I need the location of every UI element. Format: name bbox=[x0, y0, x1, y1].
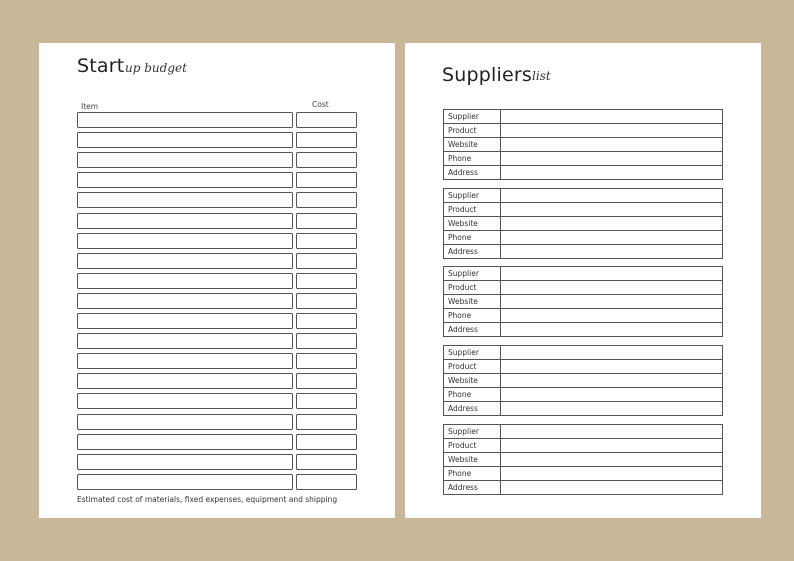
supplier-field-label: Website bbox=[444, 217, 501, 231]
item-field[interactable] bbox=[77, 213, 293, 229]
supplier-field-label: Phone bbox=[444, 388, 501, 402]
item-field[interactable] bbox=[77, 373, 293, 389]
supplier-field-label: Website bbox=[444, 453, 501, 467]
supplier-table bbox=[443, 188, 723, 259]
budget-row bbox=[77, 434, 357, 450]
supplier-field-row bbox=[444, 360, 723, 374]
cost-field[interactable] bbox=[296, 414, 357, 430]
cost-field[interactable] bbox=[296, 454, 357, 470]
supplier-field-row bbox=[444, 323, 723, 337]
cost-field[interactable] bbox=[296, 293, 357, 309]
supplier-field-value[interactable] bbox=[501, 245, 723, 259]
supplier-field-value[interactable] bbox=[501, 295, 723, 309]
supplier-field-value[interactable] bbox=[501, 124, 723, 138]
supplier-field-row bbox=[444, 267, 723, 281]
budget-row bbox=[77, 273, 357, 289]
item-field[interactable] bbox=[77, 313, 293, 329]
supplier-field-label: Website bbox=[444, 295, 501, 309]
suppliers-title: Suppliers bbox=[442, 64, 532, 86]
supplier-field-label: Supplier bbox=[444, 346, 501, 360]
supplier-field-label: Website bbox=[444, 374, 501, 388]
item-field[interactable] bbox=[77, 333, 293, 349]
supplier-field-value[interactable] bbox=[501, 166, 723, 180]
supplier-field-label: Supplier bbox=[444, 189, 501, 203]
item-field[interactable] bbox=[77, 293, 293, 309]
supplier-field-label: Address bbox=[444, 402, 501, 416]
budget-row bbox=[77, 172, 357, 188]
supplier-field-label: Address bbox=[444, 323, 501, 337]
supplier-field-value[interactable] bbox=[501, 203, 723, 217]
supplier-field-label: Phone bbox=[444, 152, 501, 166]
supplier-field-value[interactable] bbox=[501, 467, 723, 481]
cost-field[interactable] bbox=[296, 353, 357, 369]
supplier-block bbox=[443, 109, 723, 180]
item-field[interactable] bbox=[77, 132, 293, 148]
supplier-field-row bbox=[444, 231, 723, 245]
supplier-field-value[interactable] bbox=[501, 267, 723, 281]
supplier-field-label: Address bbox=[444, 245, 501, 259]
supplier-field-label: Phone bbox=[444, 309, 501, 323]
supplier-field-value[interactable] bbox=[501, 309, 723, 323]
supplier-field-row bbox=[444, 203, 723, 217]
budget-row bbox=[77, 213, 357, 229]
supplier-field-value[interactable] bbox=[501, 346, 723, 360]
supplier-field-row bbox=[444, 166, 723, 180]
budget-row bbox=[77, 132, 357, 148]
supplier-field-label: Phone bbox=[444, 231, 501, 245]
supplier-field-row bbox=[444, 189, 723, 203]
supplier-field-value[interactable] bbox=[501, 374, 723, 388]
supplier-field-label: Product bbox=[444, 203, 501, 217]
supplier-field-row bbox=[444, 152, 723, 166]
cost-field[interactable] bbox=[296, 192, 357, 208]
supplier-field-value[interactable] bbox=[501, 360, 723, 374]
item-column-header: Item bbox=[81, 102, 99, 111]
budget-page bbox=[39, 43, 395, 518]
supplier-field-row bbox=[444, 481, 723, 495]
item-field[interactable] bbox=[77, 474, 293, 490]
supplier-field-value[interactable] bbox=[501, 388, 723, 402]
budget-row bbox=[77, 112, 357, 128]
supplier-field-row bbox=[444, 425, 723, 439]
item-field[interactable] bbox=[77, 152, 293, 168]
item-field[interactable] bbox=[77, 253, 293, 269]
supplier-field-value[interactable] bbox=[501, 453, 723, 467]
cost-field[interactable] bbox=[296, 474, 357, 490]
budget-row bbox=[77, 393, 357, 409]
supplier-field-label: Product bbox=[444, 281, 501, 295]
item-field[interactable] bbox=[77, 192, 293, 208]
budget-footnote: Estimated cost of materials, fixed expenses, equipment and shipping bbox=[77, 495, 338, 504]
cost-field[interactable] bbox=[296, 313, 357, 329]
supplier-field-value[interactable] bbox=[501, 217, 723, 231]
budget-row bbox=[77, 293, 357, 309]
cost-field[interactable] bbox=[296, 132, 357, 148]
supplier-field-row bbox=[444, 110, 723, 124]
cost-field[interactable] bbox=[296, 213, 357, 229]
supplier-field-value[interactable] bbox=[501, 402, 723, 416]
supplier-table bbox=[443, 109, 723, 180]
budget-row bbox=[77, 253, 357, 269]
budget-row bbox=[77, 233, 357, 249]
suppliers-page bbox=[405, 43, 761, 518]
cost-field[interactable] bbox=[296, 393, 357, 409]
item-field[interactable] bbox=[77, 233, 293, 249]
suppliers-title-script: list bbox=[532, 69, 551, 83]
budget-row bbox=[77, 313, 357, 329]
supplier-field-label: Website bbox=[444, 138, 501, 152]
budget-row bbox=[77, 333, 357, 349]
supplier-field-row bbox=[444, 217, 723, 231]
supplier-field-value[interactable] bbox=[501, 281, 723, 295]
budget-row bbox=[77, 353, 357, 369]
budget-row bbox=[77, 414, 357, 430]
supplier-table bbox=[443, 266, 723, 337]
cost-field[interactable] bbox=[296, 233, 357, 249]
budget-row bbox=[77, 454, 357, 470]
supplier-field-row bbox=[444, 402, 723, 416]
cost-field[interactable] bbox=[296, 273, 357, 289]
supplier-field-row bbox=[444, 245, 723, 259]
supplier-block bbox=[443, 188, 723, 259]
supplier-field-row bbox=[444, 374, 723, 388]
supplier-field-label: Product bbox=[444, 439, 501, 453]
item-field[interactable] bbox=[77, 454, 293, 470]
supplier-field-label: Supplier bbox=[444, 425, 501, 439]
supplier-table bbox=[443, 345, 723, 416]
cost-field[interactable] bbox=[296, 253, 357, 269]
supplier-field-value[interactable] bbox=[501, 110, 723, 124]
supplier-field-label: Supplier bbox=[444, 110, 501, 124]
supplier-field-row bbox=[444, 453, 723, 467]
supplier-field-value[interactable] bbox=[501, 152, 723, 166]
cost-field[interactable] bbox=[296, 333, 357, 349]
budget-row bbox=[77, 373, 357, 389]
cost-field[interactable] bbox=[296, 112, 357, 128]
supplier-field-value[interactable] bbox=[501, 323, 723, 337]
supplier-field-label: Address bbox=[444, 166, 501, 180]
supplier-field-value[interactable] bbox=[501, 231, 723, 245]
budget-row bbox=[77, 152, 357, 168]
supplier-field-row bbox=[444, 295, 723, 309]
item-field[interactable] bbox=[77, 434, 293, 450]
cost-field[interactable] bbox=[296, 152, 357, 168]
budget-title: Start bbox=[77, 55, 125, 77]
item-field[interactable] bbox=[77, 353, 293, 369]
budget-title-script: up budget bbox=[125, 61, 187, 75]
cost-field[interactable] bbox=[296, 172, 357, 188]
budget-row bbox=[77, 474, 357, 490]
cost-field[interactable] bbox=[296, 434, 357, 450]
supplier-field-row bbox=[444, 346, 723, 360]
supplier-block bbox=[443, 266, 723, 337]
supplier-field-label: Phone bbox=[444, 467, 501, 481]
supplier-field-value[interactable] bbox=[501, 481, 723, 495]
supplier-field-label: Address bbox=[444, 481, 501, 495]
supplier-table bbox=[443, 424, 723, 495]
supplier-field-label: Product bbox=[444, 360, 501, 374]
item-field[interactable] bbox=[77, 414, 293, 430]
budget-row bbox=[77, 192, 357, 208]
cost-column-header: Cost bbox=[312, 100, 329, 109]
supplier-field-label: Product bbox=[444, 124, 501, 138]
supplier-field-row bbox=[444, 467, 723, 481]
supplier-field-row bbox=[444, 281, 723, 295]
supplier-field-value[interactable] bbox=[501, 439, 723, 453]
supplier-field-value[interactable] bbox=[501, 138, 723, 152]
supplier-field-row bbox=[444, 439, 723, 453]
item-field[interactable] bbox=[77, 112, 293, 128]
supplier-field-value[interactable] bbox=[501, 189, 723, 203]
supplier-field-row bbox=[444, 309, 723, 323]
supplier-block bbox=[443, 424, 723, 495]
item-field[interactable] bbox=[77, 393, 293, 409]
item-field[interactable] bbox=[77, 273, 293, 289]
cost-field[interactable] bbox=[296, 373, 357, 389]
supplier-field-row bbox=[444, 388, 723, 402]
supplier-field-label: Supplier bbox=[444, 267, 501, 281]
item-field[interactable] bbox=[77, 172, 293, 188]
supplier-field-row bbox=[444, 138, 723, 152]
supplier-field-row bbox=[444, 124, 723, 138]
supplier-block bbox=[443, 345, 723, 416]
supplier-field-value[interactable] bbox=[501, 425, 723, 439]
